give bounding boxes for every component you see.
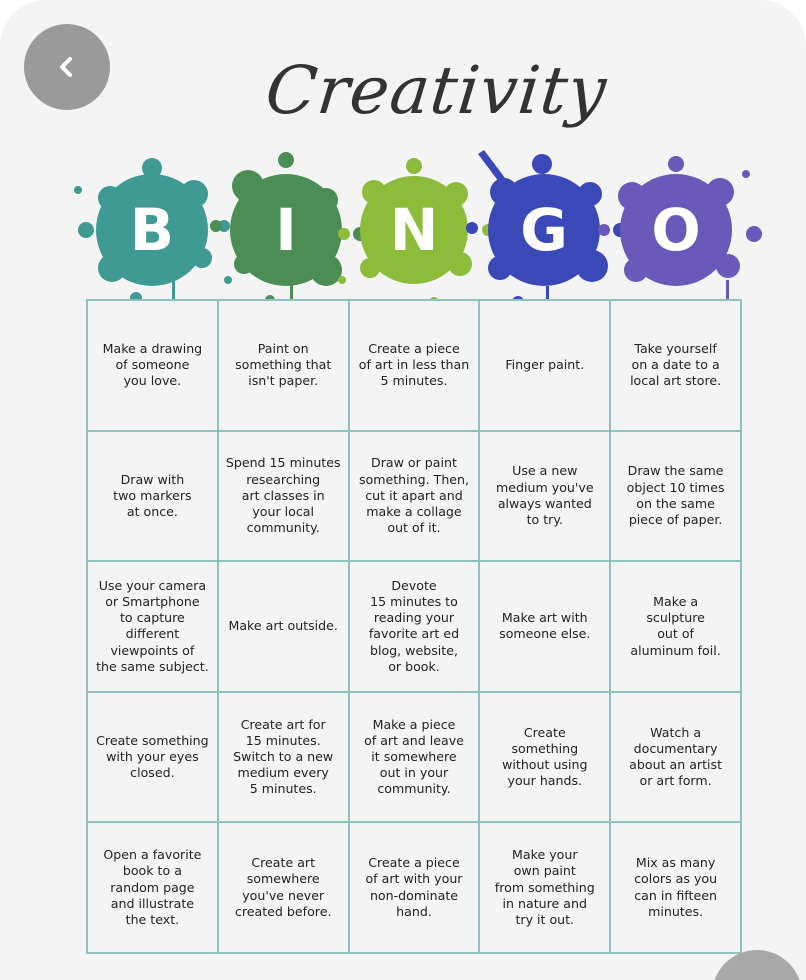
bingo-cell[interactable]: Create something without using your hands. [479,692,610,823]
bingo-cell[interactable]: Use your camera or Smartphone to capture different viewpoints of the same subject. [87,561,218,692]
bingo-letter-o: O [651,196,701,264]
bingo-cell[interactable]: Take yourself on a date to a local art store. [610,300,741,431]
bingo-cell[interactable]: Draw with two markers at once. [87,431,218,562]
bingo-cell[interactable]: Make a piece of art and leave it somewhere out in your community. [349,692,480,823]
more-options-button[interactable] [712,950,802,980]
bingo-cell[interactable]: Draw the same object 10 times on the same piece of paper. [610,431,741,562]
bingo-cell[interactable]: Create art for 15 minutes. Switch to a new medium every 5 minutes. [218,692,349,823]
bingo-letter-b: B [129,196,175,264]
chevron-left-icon [52,52,82,82]
bingo-cell[interactable]: Make your own paint from something in nature and try it out. [479,822,610,953]
bingo-cell[interactable]: Watch a documentary about an artist or art form. [610,692,741,823]
bingo-cell[interactable]: Make art with someone else. [479,561,610,692]
bingo-cell[interactable]: Make a drawing of someone you love. [87,300,218,431]
bingo-cell[interactable]: Spend 15 minutes researching art classes in your local community. [218,431,349,562]
bingo-cell[interactable]: Finger paint. [479,300,610,431]
bingo-cell[interactable]: Create a piece of art with your non-dominate hand. [349,822,480,953]
bingo-grid [86,299,742,954]
bingo-cell[interactable]: Create art somewhere you've never created before. [218,822,349,953]
bingo-cell[interactable]: Use a new medium you've always wanted to try. [479,431,610,562]
bingo-letter-g: G [520,196,568,264]
bingo-letter-i: I [275,196,297,264]
bingo-cell[interactable]: Open a favorite book to a random page and illustrate the text. [87,822,218,953]
bingo-cell[interactable]: Paint on something that isn't paper. [218,300,349,431]
bingo-cell[interactable]: Mix as many colors as you can in fifteen minutes. [610,822,741,953]
poster-title: Creativity [262,52,611,129]
bingo-cell[interactable]: Draw or paint something. Then, cut it apart and make a collage out of it. [349,431,480,562]
bingo-cell[interactable]: Devote 15 minutes to reading your favorite art ed blog, website, or book. [349,561,480,692]
bingo-cell[interactable]: Create a piece of art in less than 5 minutes. [349,300,480,431]
bingo-cell[interactable]: Create something with your eyes closed. [87,692,218,823]
back-button[interactable] [24,24,110,110]
bingo-letter-n: N [389,196,439,264]
bingo-cell[interactable]: Make art outside. [218,561,349,692]
bingo-cell[interactable]: Make a sculpture out of aluminum foil. [610,561,741,692]
